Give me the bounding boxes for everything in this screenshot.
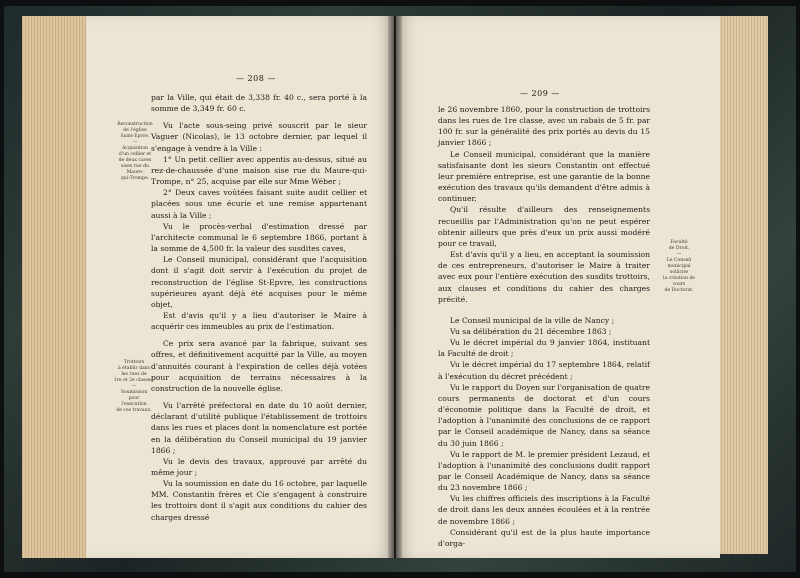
paragraph: Est d'avis qu'il y a lieu d'autoriser le Maire à acquérir ces immeubles au prix de l'estimation. bbox=[151, 310, 367, 332]
paragraph: Vu le décret impérial du 17 septembre 1864, relatif à l'exécution du décret précédent ; bbox=[438, 360, 650, 381]
margin-line: les rues de bbox=[121, 372, 147, 377]
margin-line: de l'église bbox=[123, 128, 147, 133]
paragraph: Vu le rapport de M. le premier président Lezaud, et l'adoption à l'unanimité des conclusions dudit rapport par le Conseil Académique de Nancy, dans sa séance du 23 novembre 1866 ; bbox=[438, 449, 650, 493]
margin-line: Saint-Epvre. bbox=[120, 134, 150, 139]
paragraph: Vu le rapport du Doyen sur l'organisation de quatre cours permanents de doctorat et d'un cours d'économie politique dans la Faculté de droit, et l'adoption à l'unanimité des conclusions de ce rapport par le Conseil académique de Nancy, dans sa séance du 30 juin 1866 ; bbox=[438, 382, 650, 448]
right-page-stack-edge bbox=[718, 16, 768, 554]
left-page-stack-edge bbox=[22, 16, 92, 558]
paragraph: Vu l'arrêté préfectoral en date du 10 août dernier, déclarant d'utilité publique l'établissement de trottoirs dans les rues et places dont la nomenclature est portée en la délibération du Conseil municipal du 19 janvier 1866 ; bbox=[151, 401, 367, 455]
margin-line: sises rue du Maure- bbox=[121, 164, 149, 175]
margin-line: l'exécution bbox=[121, 402, 147, 407]
right-page bbox=[396, 16, 720, 558]
margin-line: à établir dans bbox=[117, 366, 151, 371]
paragraph: Vu l'acte sous-seing privé souscrit par le sieur Vaguer (Nicolas), le 13 octobre dernier, par lequel il s'engage à vendre à la Ville : bbox=[151, 121, 367, 153]
paragraph: Vu le décret impérial du 9 janvier 1864, instituant la Faculté de droit ; bbox=[438, 338, 650, 359]
margin-line: Le Conseil bbox=[666, 258, 692, 263]
left-page-body bbox=[151, 92, 367, 523]
margin-line: 1re et 2e classes. bbox=[113, 378, 155, 383]
paragraph: Vu la soumission en date du 16 octobre, par laquelle MM. Constantin frères et Cie s'engagent à construire les trottoirs dont il s'agit aux conditions du cahier des charges dressé bbox=[151, 479, 367, 522]
margin-line: la création de bbox=[662, 276, 696, 281]
paragraph: Le Conseil municipal de la ville de Nancy ; bbox=[450, 315, 615, 325]
margin-note-trottoirs bbox=[110, 360, 158, 414]
margin-note-faculte bbox=[658, 240, 700, 294]
paragraph: Vu le devis des travaux, approuvé par arrêté du même jour ; bbox=[151, 456, 367, 477]
paragraph: Ce prix sera avancé par la fabrique, suivant ses offres, et définitivement acquitté par la Ville, au moyen d'annuités courant à l'expiration de celles déjà votées pour acquisition de terrains nécessaires à la construction de la nouvelle église. bbox=[151, 339, 367, 393]
paragraph: Vu les chiffres officiels des inscriptions à la Faculté de droit dans les deux années écoulées et à la rentrée de novembre 1866 ; bbox=[438, 494, 650, 526]
paragraph: Qu'il résulte d'ailleurs des renseignements recueillis par l'Administration qu'on ne peut espérer obtenir ailleurs que près d'eux un prix aussi modéré pour ce travail, bbox=[438, 205, 650, 248]
margin-line: Faculté bbox=[670, 240, 688, 245]
margin-note-reconstruction bbox=[112, 122, 158, 182]
right-page-number: — 209 — bbox=[520, 89, 560, 98]
left-page bbox=[86, 16, 394, 558]
margin-line: Trottoirs bbox=[123, 360, 145, 365]
paragraph: Le Conseil municipal, considérant que l'acquisition dont il s'agit doit servir à l'exécution du projet de reconstruction de l'église St-Epvre, les constructions supérieures ayant déjà été acquises pour le même objet, bbox=[151, 255, 367, 309]
paragraph: 2° Deux caves voûtées faisant suite audit cellier et placées sous une écurie et une remise appartenant aussi à la Ville ; bbox=[151, 188, 367, 220]
paragraph: 1° Un petit cellier avec appentis au-dessus, situé au rez-de-chaussée d'une maison sise rue du Maure-qui-Trompe, n° 25, acquise par elle sur Mme Wéber ; bbox=[151, 154, 367, 187]
right-page-body bbox=[438, 104, 650, 549]
margin-line: pour bbox=[128, 396, 140, 401]
paragraph: Vu sa délibération du 21 décembre 1863 ; bbox=[450, 326, 612, 336]
left-page-number: — 208 — bbox=[236, 74, 276, 83]
margin-line: de deux caves bbox=[118, 158, 152, 163]
margin-line: — bbox=[131, 384, 137, 389]
margin-line: municipal bbox=[667, 264, 691, 269]
margin-line: de Droit. bbox=[668, 246, 690, 251]
margin-line: cours bbox=[672, 282, 686, 287]
paragraph: Le Conseil municipal, considérant que la manière satisfaisante dont les sieurs Constantin ont effectué leur première entreprise, est une garantie de la bonne exécution des travaux qu'ils demandent d'être admis à continuer, bbox=[438, 149, 650, 204]
margin-line: de Doctorat. bbox=[664, 288, 694, 293]
paragraph: Vu le procès-verbal d'estimation dressé par l'architecte communal le 6 septembre 1866, portant à la somme de 4,500 fr. la valeur des susdites caves, bbox=[151, 221, 367, 254]
paragraph: par la Ville, qui était de 3,338 fr. 40 c., sera porté à la somme de 3,349 fr. 60 c. bbox=[151, 93, 367, 114]
paragraph: le 26 novembre 1860, pour la construction de trottoirs dans les rues de 1re classe, avec un rabais de 5 fr. par 100 fr. sur la généralité des prix portés au devis du 15 janvier 1866 ; bbox=[438, 105, 650, 148]
margin-line: qui-Trompe. bbox=[120, 176, 150, 181]
paragraph: Est d'avis qu'il y a lieu, en acceptant la soumission de ces entrepreneurs, d'autoriser le Maire à traiter avec eux pour l'entière exécution des susdits trottoirs, aux clauses et conditions du cahier des charges précité. bbox=[438, 250, 650, 304]
margin-line: sollicite bbox=[669, 270, 689, 275]
margin-line: Acquisition bbox=[121, 146, 149, 151]
margin-line: — bbox=[132, 140, 138, 145]
margin-line: de ces travaux. bbox=[116, 408, 152, 413]
paragraph: Considérant qu'il est de la plus haute importance d'orga- bbox=[438, 527, 650, 548]
margin-line: Reconstruction bbox=[117, 122, 153, 127]
margin-line: Soumission bbox=[120, 390, 148, 395]
margin-line: d'un cellier et bbox=[118, 152, 152, 157]
margin-line: — bbox=[676, 252, 682, 257]
book-gutter bbox=[388, 16, 402, 558]
